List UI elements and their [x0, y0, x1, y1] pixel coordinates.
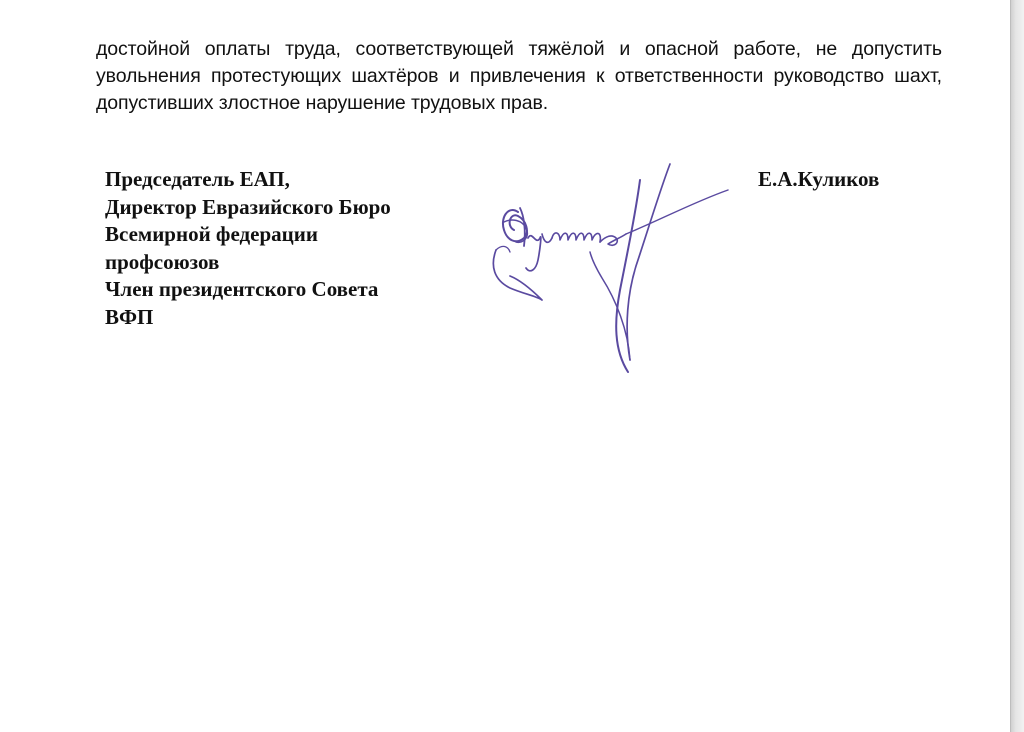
signer-title-block: [105, 166, 465, 331]
handwritten-signature-icon: [480, 150, 740, 385]
signer-title-line: Член президентского Совета: [105, 277, 379, 301]
signer-title-line: Председатель ЕАП,: [105, 167, 290, 191]
page-right-edge: [1010, 0, 1024, 732]
signer-name: Е.А.Куликов: [758, 167, 880, 191]
signer-title-line: профсоюзов: [105, 249, 220, 274]
document-body-paragraph: достойной оплаты труда, соответствующей тяжёлой и опасной работе, не допустить увольнения протестующих шахтёров и привлечения к ответственности руководство шахт, допустивших злостное нарушение трудовых прав.: [96, 38, 942, 114]
signer-title-line: ВФП: [105, 304, 154, 329]
signer-title-line: Директор Евразийского Бюро: [105, 194, 391, 219]
signer-title-line: Всемирной федерации: [105, 222, 318, 246]
